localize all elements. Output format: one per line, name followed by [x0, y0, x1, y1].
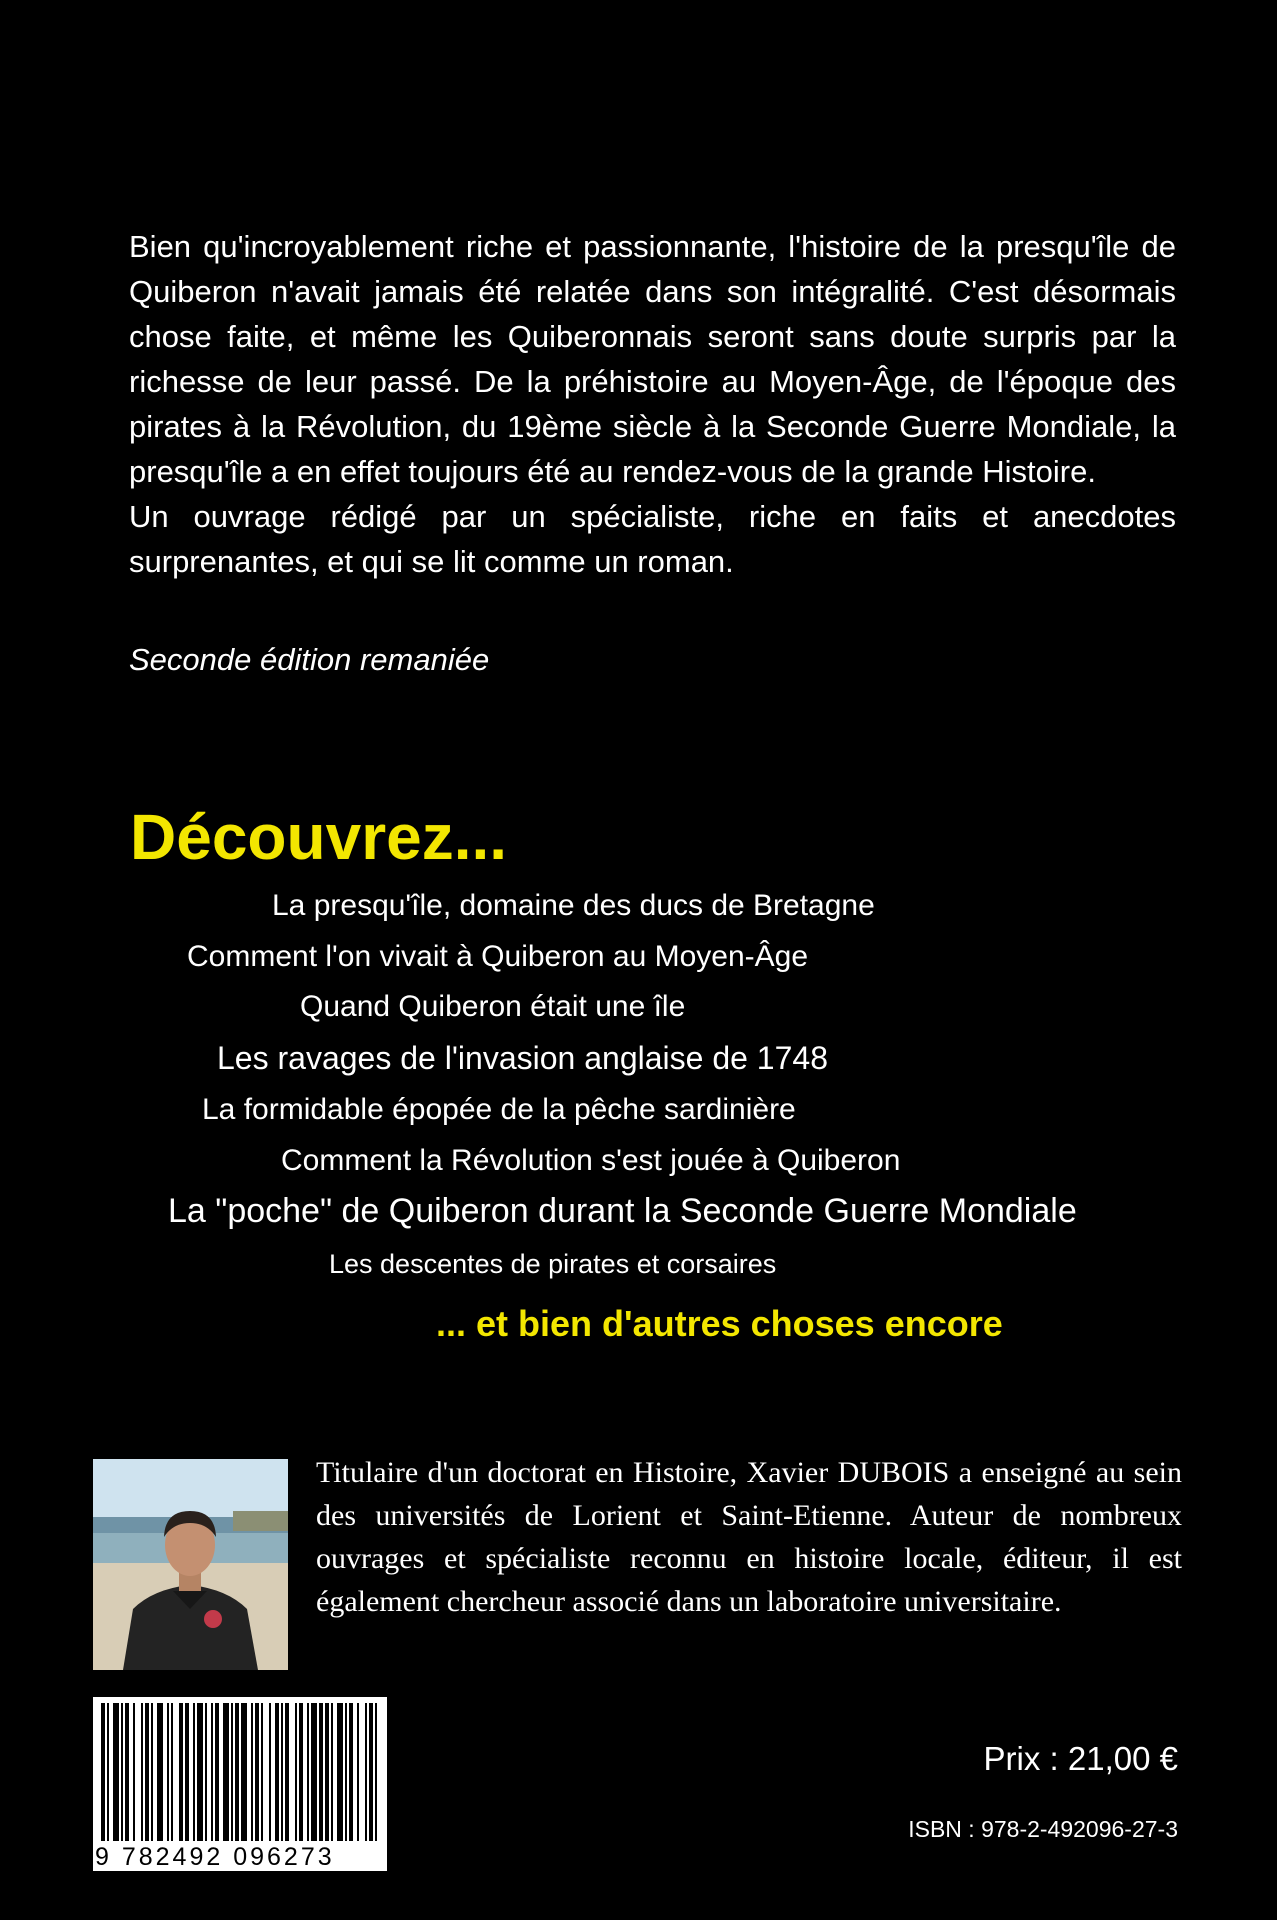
barcode-bar — [299, 1703, 303, 1841]
barcode-bar — [319, 1703, 323, 1841]
isbn-barcode — [93, 1697, 387, 1871]
barcode-bar — [167, 1703, 169, 1841]
barcode-bar — [369, 1703, 373, 1841]
topic-item: Les ravages de l'invasion anglaise de 1748 — [217, 1040, 828, 1076]
barcode-bar — [185, 1703, 189, 1841]
barcode-bar — [223, 1703, 229, 1841]
barcode-bar — [261, 1703, 263, 1841]
barcode-bar — [349, 1703, 353, 1841]
barcode-digits: 9 782492 096273 — [95, 1843, 385, 1871]
barcode-bar — [285, 1703, 289, 1841]
more-topics-tagline: ... et bien d'autres choses encore — [436, 1303, 1003, 1344]
topic-item: La presqu'île, domaine des ducs de Bretagne — [272, 889, 875, 922]
topic-item: La formidable épopée de la pêche sardinière — [202, 1093, 796, 1126]
barcode-bar — [179, 1703, 183, 1841]
barcode-bar — [113, 1703, 119, 1841]
barcode-bar — [101, 1703, 105, 1841]
topic-item: Les descentes de pirates et corsaires — [329, 1249, 777, 1279]
barcode-bar — [171, 1703, 173, 1841]
barcode-bar — [145, 1703, 149, 1841]
barcode-bar — [133, 1703, 135, 1841]
barcode-bar — [151, 1703, 153, 1841]
barcode-bar — [375, 1703, 377, 1841]
barcode-bar — [205, 1703, 207, 1841]
barcode-bar — [141, 1703, 143, 1841]
barcode-bar — [241, 1703, 247, 1841]
barcode-bar — [255, 1703, 259, 1841]
topic-item: Comment l'on vivait à Quiberon au Moyen-Âge — [187, 940, 809, 973]
barcode-bar — [121, 1703, 123, 1841]
barcode-bar — [107, 1703, 109, 1841]
barcode-bar — [215, 1703, 219, 1841]
back-cover-blurb — [129, 224, 1176, 584]
isbn-label: ISBN : 978-2-492096-27-3 — [908, 1816, 1178, 1842]
author-photo — [93, 1459, 288, 1670]
barcode-bar — [295, 1703, 297, 1841]
barcode-bar — [231, 1703, 233, 1841]
barcode-bar — [281, 1703, 283, 1841]
blurb-paragraph-1: Bien qu'incroyablement riche et passionnante, l'histoire de la presqu'île de Quiberon n'avait jamais été relatée dans son intégralité. C'est désormais chose faite, et même les Quiberonnais seront sans doute surpris par la richesse de leur passé. De la préhistoire au Moyen-Âge, de l'époque des pirates à la Révolution, du 19ème siècle à la Seconde Guerre Mondiale, la presqu'île a en effet toujours été au rendez-vous de la grande Histoire. — [129, 229, 1176, 489]
topic-item: La "poche" de Quiberon durant la Seconde Guerre Mondiale — [168, 1192, 1077, 1230]
price-label: Prix : 21,00 € — [983, 1740, 1178, 1777]
edition-note: Seconde édition remaniée — [129, 642, 490, 677]
barcode-bar — [235, 1703, 239, 1841]
barcode-bar — [197, 1703, 203, 1841]
barcode-bar — [365, 1703, 367, 1841]
barcode-bar — [269, 1703, 271, 1841]
barcode-bar — [307, 1703, 309, 1841]
barcode-bar — [193, 1703, 195, 1841]
barcode-bar — [157, 1703, 163, 1841]
discover-heading: Découvrez... — [130, 801, 508, 873]
barcode-bar — [325, 1703, 329, 1841]
barcode-bar — [331, 1703, 333, 1841]
topic-item: Comment la Révolution s'est jouée à Quiberon — [281, 1144, 901, 1177]
barcode-bar — [357, 1703, 359, 1841]
topic-item: Quand Quiberon était une île — [300, 990, 686, 1023]
barcode-bar — [345, 1703, 347, 1841]
barcode-bar — [251, 1703, 253, 1841]
barcode-bar — [275, 1703, 279, 1841]
barcode-bar — [337, 1703, 343, 1841]
barcode-bar — [125, 1703, 129, 1841]
barcode-bar — [311, 1703, 317, 1841]
author-bio: Titulaire d'un doctorat en Histoire, Xavier DUBOIS a enseigné au sein des universités de Lorient et Saint-Etienne. Auteur de nombreux ouvrages et spécialiste reconnu en histoire locale, éditeur, il est également chercheur associé dans un laboratoire universitaire. — [316, 1456, 1182, 1618]
blurb-paragraph-2: Un ouvrage rédigé par un spécialiste, riche en faits et anecdotes surprenantes, et qui se lit comme un roman. — [129, 499, 1176, 579]
barcode-bar — [211, 1703, 213, 1841]
